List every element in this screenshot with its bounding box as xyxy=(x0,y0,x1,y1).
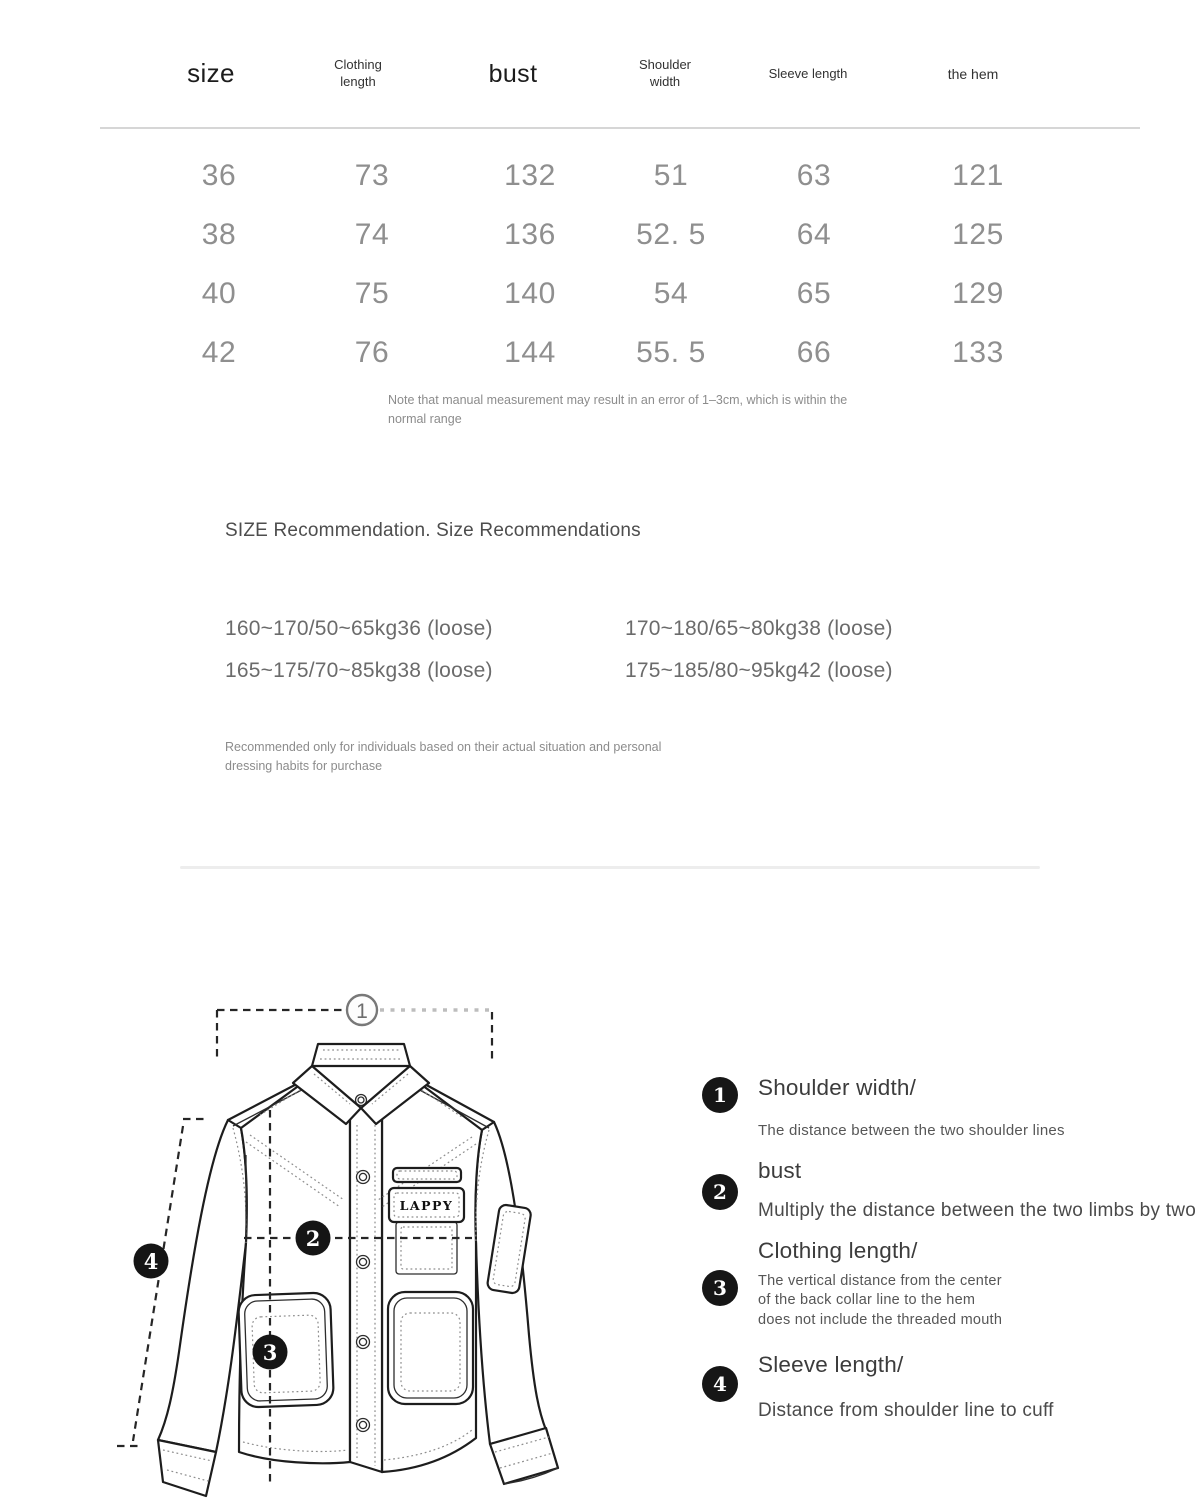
legend-item xyxy=(700,1352,1200,1423)
table-row xyxy=(0,205,1200,264)
legend-item xyxy=(700,1158,1200,1223)
table-row xyxy=(0,323,1200,382)
cell-hem: 133 xyxy=(952,335,1004,369)
size-table-header-cell: Clothing length xyxy=(334,57,382,89)
cell-bust: 132 xyxy=(504,158,556,192)
brand-label: LAPPY xyxy=(399,1198,454,1213)
cell-clothing-length: 76 xyxy=(354,335,390,369)
legend-number-badge: 1 xyxy=(702,1077,738,1113)
cell-shoulder-width: 51 xyxy=(653,158,689,192)
cell-bust: 144 xyxy=(504,335,556,369)
legend-number-badge: 2 xyxy=(702,1174,738,1210)
size-recommendation-line: 170~180/65~80kg38 (loose) xyxy=(625,617,893,640)
cell-clothing-length: 75 xyxy=(354,276,390,310)
cell-hem: 129 xyxy=(952,276,1004,310)
table-row xyxy=(0,146,1200,205)
cell-clothing-length: 73 xyxy=(354,158,390,192)
jacket-measure-diagram xyxy=(100,950,700,1499)
cell-sleeve-length: 65 xyxy=(796,276,832,310)
size-table-header-cell: the hem xyxy=(947,65,999,82)
legend-title: bust xyxy=(758,1158,802,1183)
legend-title: Sleeve length/ xyxy=(758,1352,904,1377)
legend-title: Clothing length/ xyxy=(758,1238,918,1263)
table-row xyxy=(0,264,1200,323)
cell-size: 40 xyxy=(201,276,237,310)
legend-description: Distance from shoulder line to cuff xyxy=(758,1400,1054,1421)
marker-3-label: 3 xyxy=(262,1340,278,1365)
size-table-header-cell: size xyxy=(187,58,235,89)
cell-sleeve-length: 66 xyxy=(796,335,832,369)
size-recommendation-line: 165~175/70~85kg38 (loose) xyxy=(225,659,493,682)
cell-clothing-length: 74 xyxy=(354,217,390,251)
marker-4-label: 4 xyxy=(143,1249,159,1274)
size-recommendation-heading: SIZE Recommendation. Size Recommendations xyxy=(225,520,641,541)
legend-description: Multiply the distance between the two limbs by two xyxy=(758,1200,1197,1221)
legend-number-badge: 4 xyxy=(702,1366,738,1402)
cell-bust: 140 xyxy=(504,276,556,310)
cell-hem: 125 xyxy=(952,217,1004,251)
legend-item xyxy=(700,1075,1200,1141)
legend-title: Shoulder width/ xyxy=(758,1075,917,1100)
legend-description: The vertical distance from the center of the back collar line to the hem does not include the threaded mouth xyxy=(758,1273,1003,1328)
cell-sleeve-length: 63 xyxy=(796,158,832,192)
size-table-header-cell: bust xyxy=(488,59,538,88)
size-recommendation-line: 175~185/80~95kg42 (loose) xyxy=(625,659,893,682)
cell-shoulder-width: 52. 5 xyxy=(636,217,706,251)
cell-size: 42 xyxy=(201,335,237,369)
recommendation-note: Recommended only for individuals based on their actual situation and personal dressing habits for purchase xyxy=(225,740,662,774)
size-table-header-cell: Shoulder width xyxy=(638,57,692,89)
legend-item xyxy=(700,1238,1200,1330)
measurement-error-note: Note that manual measurement may result in an error of 1–3cm, which is within the normal range xyxy=(388,393,848,427)
legend-number-badge: 3 xyxy=(702,1270,738,1306)
section-divider xyxy=(180,866,1040,869)
size-table-header-cell: Sleeve length xyxy=(768,65,848,81)
cell-sleeve-length: 64 xyxy=(796,217,832,251)
size-recommendation-line: 160~170/50~65kg36 (loose) xyxy=(225,617,493,640)
legend-description: The distance between the two shoulder lines xyxy=(758,1122,1065,1139)
size-table-body xyxy=(0,146,1200,382)
cell-shoulder-width: 55. 5 xyxy=(636,335,706,369)
cell-bust: 136 xyxy=(504,217,556,251)
table-header-divider xyxy=(100,127,1140,129)
cell-shoulder-width: 54 xyxy=(653,276,689,310)
size-table-header xyxy=(0,0,1200,120)
cell-size: 38 xyxy=(201,217,237,251)
marker-1-label: 1 xyxy=(356,1000,368,1023)
cell-size: 36 xyxy=(201,158,237,192)
cell-hem: 121 xyxy=(952,158,1004,192)
marker-2-label: 2 xyxy=(305,1226,321,1251)
